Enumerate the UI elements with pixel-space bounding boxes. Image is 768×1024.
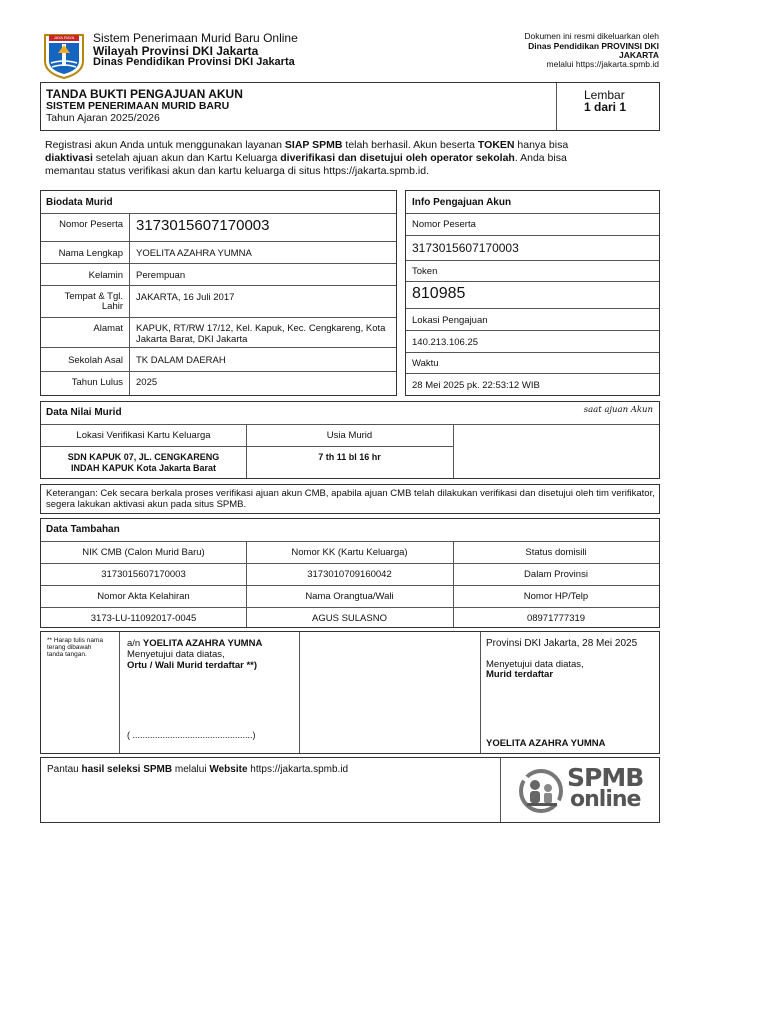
biodata-value-kelamin: Perempuan [136,270,186,281]
info-token-value: 810985 [412,285,466,302]
tambahan-header-domisili: Status domisili [525,547,587,558]
tambahan-value-domisili: Dalam Provinsi [524,569,588,580]
school-year: Tahun Ajaran 2025/2026 [46,112,160,124]
biodata-label-nama: Nama Lengkap [58,248,123,259]
tambahan-header-nik: NIK CMB (Calon Murid Baru) [82,547,205,558]
biodata-label-nomor: Nomor Peserta [59,219,123,230]
tambahan-value-kk: 3173010709160042 [307,569,392,580]
sheet-value: 1 dari 1 [584,100,627,114]
footer-text: Pantau hasil seleksi SPMB melalui Website https://jakarta.spmb.id [47,764,349,775]
signature-wali-dots: ( ................................................) [127,730,256,740]
biodata-label-lulus: Tahun Lulus [71,377,123,388]
biodata-heading: Biodata Murid [46,197,113,208]
signature-panel [40,631,660,754]
spmb-logo-top: SPMB [567,763,644,792]
tambahan-value-wali: AGUS SULASNO [312,613,387,624]
tambahan-value-hp: 08971777319 [526,613,586,624]
doc-note-2: Dinas Pendidikan PROVINSI DKI [528,41,659,51]
nilai-col2-value: 7 th 11 bl 16 hr [318,452,381,462]
intro-paragraph: Registrasi akun Anda untuk menggunakan layanan SIAP SPMB telah berhasil. Akun beserta TOKEN hanya bisa diaktivasi setelah ajuan akun dan Kartu Keluarga diverifikasi dan disetujui oleh operator sekolah. Anda bisa memantau status verifikasi akun dan kartu keluarga di situs https://jakarta.spmb.id. [45,139,569,177]
info-waktu-value: 28 Mei 2025 pk. 22:53:12 WIB [412,380,540,391]
info-lokasi-value: 140.213.106.25 [412,337,479,348]
biodata-panel [40,190,397,396]
nilai-col1-value: SDN KAPUK 07, JL. CENGKARENG INDAH KAPUK Kota Jakarta Barat [67,452,220,473]
signature-murid-label: Murid terdaftar [486,669,554,680]
signature-agree-murid: Menyetujui data diatas, [486,659,584,670]
info-waktu-label: Waktu [412,358,439,369]
keterangan-text: Keterangan: Cek secara berkala proses verifikasi ajuan akun CMB, apabila ajuan CMB telah dilakukan verifikasi dan disetujui oleh tim verifikator, segera lakukan aktivasi akun pada situs SPMB. [46,488,655,510]
biodata-value-nomor: 3173015607170003 [136,217,270,234]
tambahan-header-wali: Nama Orangtua/Wali [305,591,394,602]
info-nomor-value: 3173015607170003 [412,241,519,255]
signature-place-date: Provinsi DKI Jakarta, 28 Mei 2025 [486,638,638,649]
spmb-online-logo [517,763,647,819]
sheet-label: Lembar [584,88,625,102]
signature-agree-wali: Menyetujui data diatas, [127,649,225,660]
nilai-panel [40,401,660,479]
doc-note-1: Dokumen ini resmi dikeluarkan oleh [524,31,659,41]
footer-panel [40,757,660,823]
doc-note-3: JAKARTA [619,50,659,60]
nilai-col2-header: Usia Murid [326,430,373,441]
tambahan-header-hp: Nomor HP/Telp [523,591,589,602]
signature-wali-label: Ortu / Wali Murid terdaftar **) [127,660,258,671]
biodata-value-sekolah: TK DALAM DAERAH [136,355,226,366]
biodata-value-nama: YOELITA AZAHRA YUMNA [136,248,252,259]
info-panel [405,190,660,396]
signature-an: a/n YOELITA AZAHRA YUMNA [127,638,263,649]
dki-logo [43,31,85,79]
tambahan-value-akta: 3173-LU-11092017-0045 [90,613,197,624]
tambahan-value-nik: 3173015607170003 [101,569,186,580]
org-line-3: Dinas Pendidikan Provinsi DKI Jakarta [93,56,295,68]
doc-note-4: melalui https://jakarta.spmb.id [546,59,659,69]
biodata-value-lulus: 2025 [136,377,158,388]
biodata-label-kelamin: Kelamin [88,270,123,281]
doc-title: TANDA BUKTI PENGAJUAN AKUN [46,87,243,101]
biodata-value-ttl: JAKARTA, 16 Juli 2017 [136,292,235,303]
biodata-label-ttl: Tempat & Tgl. Lahir [64,291,123,312]
biodata-value-alamat: KAPUK, RT/RW 17/12, Kel. Kapuk, Kec. Cengkareng, Kota Jakarta Barat, DKI Jakarta [136,323,386,345]
biodata-label-sekolah: Sekolah Asal [68,355,123,366]
org-line-2: Wilayah Provinsi DKI Jakarta [93,44,259,58]
tambahan-heading: Data Tambahan [46,524,120,535]
nilai-note: saat ajuan Akun [583,405,653,415]
title-box [40,82,660,131]
info-nomor-label: Nomor Peserta [412,219,476,230]
keterangan-panel [40,484,660,514]
tambahan-panel [40,518,660,628]
signature-note: ** Harap tulis nama terang dibawah tanda tangan. [47,637,103,658]
nilai-col1-header: Lokasi Verifikasi Kartu Keluarga [76,430,211,441]
org-line-1: Sistem Penerimaan Murid Baru Online [93,31,298,45]
signature-murid-name: YOELITA AZAHRA YUMNA [486,738,606,749]
info-lokasi-label: Lokasi Pengajuan [412,315,488,326]
tambahan-header-akta: Nomor Akta Kelahiran [97,591,190,602]
biodata-label-alamat: Alamat [93,323,123,334]
spmb-logo-bottom: online [570,787,641,812]
nilai-heading: Data Nilai Murid [46,407,122,418]
info-heading: Info Pengajuan Akun [412,197,512,208]
info-token-label: Token [412,266,438,277]
logo-text: JAYA RAYA [53,35,75,40]
doc-subtitle: SISTEM PENERIMAAN MURID BARU [46,100,230,112]
tambahan-header-kk: Nomor KK (Kartu Keluarga) [291,547,408,558]
